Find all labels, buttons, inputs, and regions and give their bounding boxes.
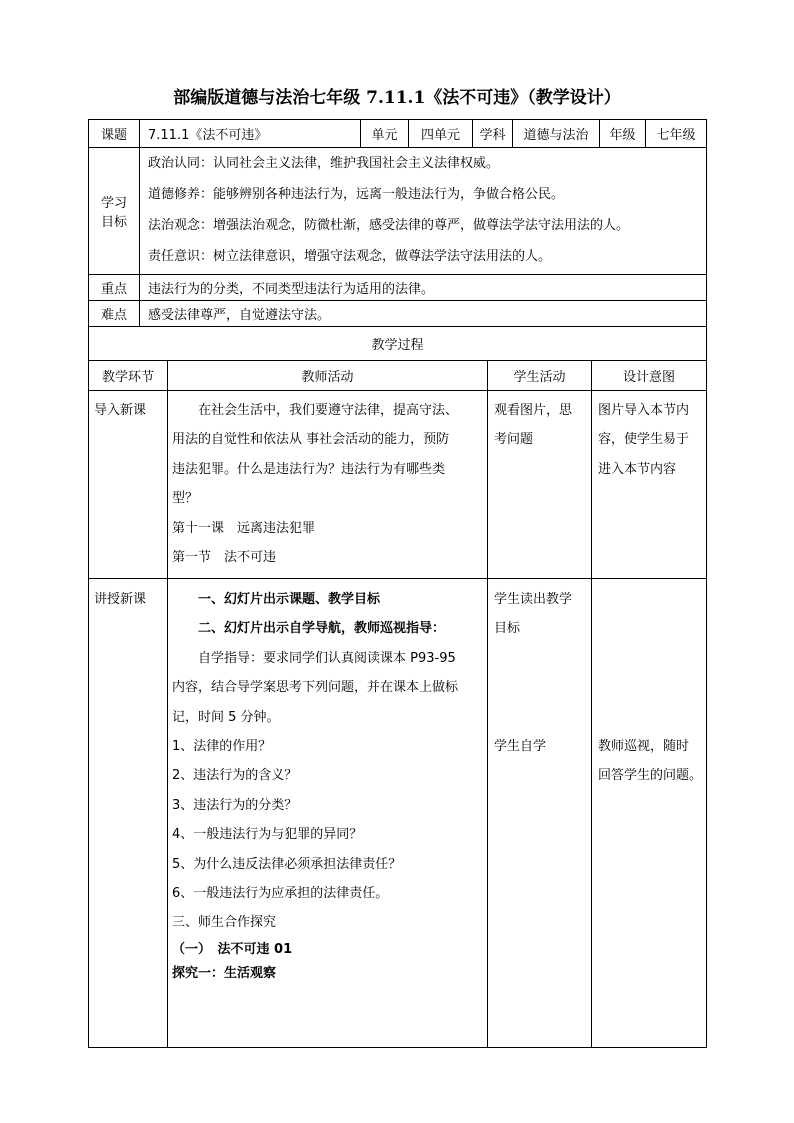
lecture-teacher-line: 二、幻灯片出示自学导航，教师巡视指导： (172, 621, 446, 637)
lecture-teacher-line: 3、违法行为的分类？ (172, 797, 298, 813)
subject-label: 学科 (473, 120, 513, 148)
subject-value: 道德与法治 (513, 120, 600, 148)
intro-teacher-line: 违法犯罪。什么是违法行为？违法行为有哪些类 (172, 461, 446, 477)
lecture-stage (89, 579, 168, 1048)
lecture-student-activity (488, 579, 592, 1048)
lecture-intent-line: 教师巡视，随时 (598, 738, 690, 754)
column-header-teacher: 教师活动 (168, 361, 488, 391)
lecture-intent-line: 回答学生的问题。 (598, 768, 703, 784)
intro-design-intent (592, 391, 707, 579)
lecture-teacher-line: 6、一般违法行为应承担的法律责任。 (172, 885, 389, 901)
lecture-intent-spacer (598, 673, 706, 702)
intro-intent-line: 图片导入本节内 (598, 403, 690, 418)
difficult-point-label: 难点 (89, 301, 140, 327)
objective-item: 责任意识：树立法律意识，增强守法观念，做尊法学法守法用法的人。 (148, 249, 552, 264)
column-header-student: 学生活动 (488, 361, 592, 391)
lecture-teacher-line: 4、一般违法行为与犯罪的异同？ (172, 827, 363, 843)
intro-intent-line: 容，使学生易于 (598, 432, 690, 448)
page-title: 部编版道德与法治七年级 7.11.1《法不可违》（教学设计） (173, 88, 621, 108)
unit-value: 四单元 (409, 120, 473, 148)
lecture-teacher-line: 记，时间 5 分钟。 (172, 709, 280, 725)
objective-item: 道德修养：能够辨别各种违法行为，远离一般违法行为，争做合格公民。 (148, 187, 565, 202)
intro-intent-line: 进入本节内容 (598, 461, 677, 477)
lecture-teacher-line: 三、师生合作探究 (172, 915, 277, 931)
intro-student-activity (488, 391, 592, 579)
intro-teacher-line: 在社会生活中，我们要遵守法律，提高守法、 (172, 403, 459, 418)
lecture-student-line: 学生自学 (494, 738, 547, 754)
lecture-student-spacer (494, 644, 591, 673)
lecture-student-spacer (494, 703, 591, 732)
objectives-label-line1: 学习 (100, 196, 127, 211)
grade-value: 七年级 (646, 120, 707, 148)
lecture-stage-label: 讲授新课 (94, 592, 147, 607)
column-header-stage: 教学环节 (89, 361, 168, 391)
intro-teacher-line: 用法的自觉性和依法从 事社会活动的能力，预防 (172, 432, 450, 448)
lecture-student-spacer (494, 673, 591, 702)
key-point-value: 违法行为的分类，不同类型违法行为适用的法律。 (140, 275, 707, 301)
lecture-intent-spacer (598, 703, 706, 732)
objectives-list (140, 148, 707, 275)
objective-item: 政治认同：认同社会主义法律，维护我国社会主义法律权威。 (148, 156, 500, 171)
key-point-label: 重点 (89, 275, 140, 301)
lecture-teacher-line: 1、法律的作用？ (172, 738, 272, 754)
process-title: 教学过程 (89, 327, 707, 361)
grade-label: 年级 (600, 120, 646, 148)
objectives-label (89, 148, 140, 275)
intro-teacher-line: 第十一课 远离违法犯罪 (172, 520, 316, 536)
lecture-design-intent (592, 579, 707, 1048)
objective-item: 法治观念：增强法治观念，防微杜渐，感受法律的尊严，做尊法学法守法用法的人。 (148, 218, 630, 233)
lecture-teacher-activity (168, 579, 488, 1048)
difficult-point-value: 感受法律尊严，自觉遵法守法。 (140, 301, 707, 327)
lecture-intent-spacer (598, 614, 706, 643)
lecture-teacher-line: 5、为什么违反法律必须承担法律责任？ (172, 856, 402, 872)
lecture-teacher-line: 一、幻灯片出示课题、教学目标 (172, 592, 381, 607)
lecture-teacher-line: 探究一：生活观察 (172, 965, 277, 981)
lecture-teacher-line: （一） 法不可违 01 (172, 941, 293, 957)
lecture-intent-spacer (598, 585, 706, 614)
column-header-intent: 设计意图 (592, 361, 707, 391)
unit-label: 单元 (361, 120, 409, 148)
intro-stage-label: 导入新课 (94, 403, 147, 418)
intro-student-line: 考问题 (494, 432, 534, 448)
objectives-label-line2: 目标 (100, 215, 127, 230)
intro-stage (89, 391, 168, 579)
intro-teacher-line: 型？ (172, 491, 199, 507)
lecture-student-line: 学生读出教学 (494, 592, 573, 607)
lecture-teacher-line: 自学指导：要求同学们认真阅读课本 P93-95 (172, 650, 456, 666)
lecture-teacher-line: 内容，结合导学案思考下列问题，并在课本上做标 (172, 680, 459, 696)
lecture-student-line: 目标 (494, 621, 521, 637)
intro-teacher-activity (168, 391, 488, 579)
course-label: 课题 (89, 120, 140, 148)
intro-student-line: 观看图片，思 (494, 403, 573, 418)
lesson-info-table (88, 119, 707, 327)
intro-teacher-line: 第一节 法不可违 (172, 549, 277, 565)
lecture-intent-spacer (598, 644, 706, 673)
lecture-teacher-line: 2、违法行为的含义？ (172, 768, 298, 784)
teaching-process-table (88, 326, 707, 1048)
course-value: 7.11.1《法不可违》 (140, 120, 361, 148)
